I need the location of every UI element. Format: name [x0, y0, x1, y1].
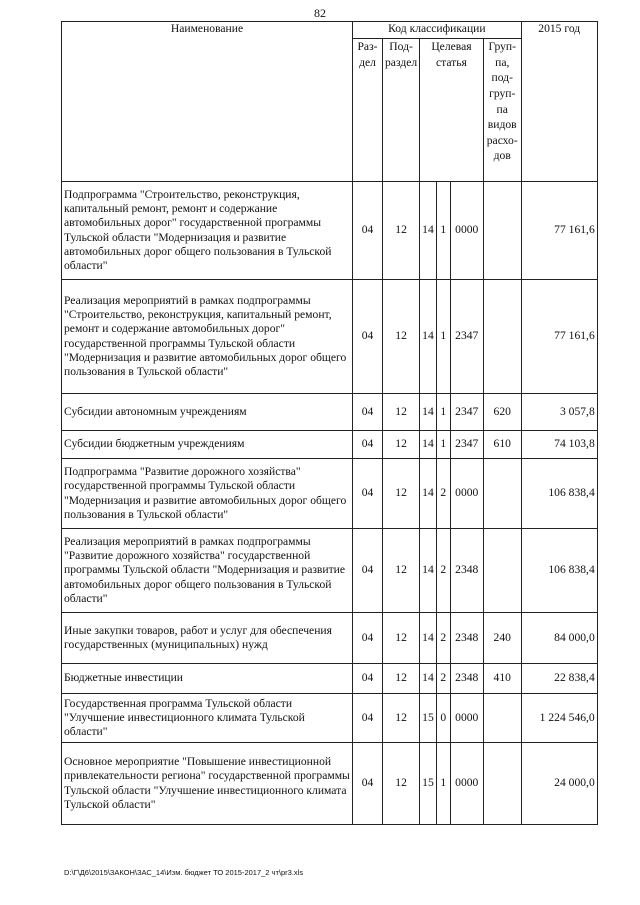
razdel-cell: 04: [353, 664, 383, 694]
expense-type-cell: 620: [483, 394, 521, 431]
target-article-direction-cell: 2348: [450, 613, 483, 664]
razdel-cell: 04: [353, 394, 383, 431]
target-article-subprogram-cell: 1: [436, 394, 450, 431]
table-row: [62, 182, 598, 280]
row-name: Основное мероприятие "Повышение инвестиционной привлекательности региона" государственной программы Тульской области "Улучшение инвестиционного климата Тульской области": [62, 743, 353, 825]
table-row: [62, 280, 598, 394]
header-year: 2015 год: [521, 22, 597, 182]
row-name: Реализация мероприятий в рамках подпрограммы "Развитие дорожного хозяйства" государственной программы Тульской области "Модернизация и развитие автомобильных дорог общего пользования в Тульской области": [62, 529, 353, 613]
podrazdel-cell: 12: [383, 694, 420, 743]
target-article-subprogram-cell: 0: [436, 694, 450, 743]
header-razdel: Раз-дел: [353, 39, 383, 182]
razdel-cell: 04: [353, 743, 383, 825]
target-article-direction-cell: 2347: [450, 431, 483, 459]
target-article-program-cell: 14: [420, 613, 437, 664]
podrazdel-cell: 12: [383, 280, 420, 394]
target-article-direction-cell: 0000: [450, 694, 483, 743]
expense-type-cell: [483, 280, 521, 394]
target-article-program-cell: 14: [420, 529, 437, 613]
target-article-direction-cell: 2347: [450, 280, 483, 394]
razdel-cell: 04: [353, 529, 383, 613]
podrazdel-cell: 12: [383, 394, 420, 431]
header-name: Наименование: [62, 22, 353, 182]
amount-cell: 106 838,4: [521, 529, 597, 613]
podrazdel-cell: 12: [383, 182, 420, 280]
table-row: [62, 613, 598, 664]
row-name: Бюджетные инвестиции: [62, 664, 353, 694]
budget-table: [61, 21, 598, 825]
amount-cell: 74 103,8: [521, 431, 597, 459]
header-expense-type: Груп-па, под-груп-па видов расхо-дов: [483, 39, 521, 182]
table-row: [62, 394, 598, 431]
target-article-subprogram-cell: 2: [436, 664, 450, 694]
amount-cell: 77 161,6: [521, 182, 597, 280]
amount-cell: 3 057,8: [521, 394, 597, 431]
row-name: Подпрограмма "Строительство, реконструкция, капитальный ремонт, ремонт и содержание автомобильных дорог" государственной программы Тульской области "Модернизация и развитие автомобильных дорог общего пользования в Тульской области": [62, 182, 353, 280]
header-classification: Код классификации: [353, 22, 522, 39]
podrazdel-cell: 12: [383, 743, 420, 825]
table-row: [62, 529, 598, 613]
target-article-subprogram-cell: 2: [436, 459, 450, 529]
razdel-cell: 04: [353, 280, 383, 394]
header-target-article: Целевая статья: [420, 39, 484, 182]
target-article-program-cell: 14: [420, 182, 437, 280]
expense-type-cell: 610: [483, 431, 521, 459]
amount-cell: 22 838,4: [521, 664, 597, 694]
target-article-direction-cell: 0000: [450, 182, 483, 280]
row-name: Государственная программа Тульской области "Улучшение инвестиционного климата Тульской области": [62, 694, 353, 743]
razdel-cell: 04: [353, 182, 383, 280]
row-name: Субсидии бюджетным учреждениям: [62, 431, 353, 459]
target-article-program-cell: 15: [420, 743, 437, 825]
expense-type-cell: [483, 694, 521, 743]
row-name: Подпрограмма "Развитие дорожного хозяйства" государственной программы Тульской области "Модернизация и развитие автомобильных дорог общего пользования в Тульской области": [62, 459, 353, 529]
target-article-direction-cell: 2348: [450, 664, 483, 694]
amount-cell: 24 000,0: [521, 743, 597, 825]
table-row: [62, 459, 598, 529]
target-article-program-cell: 14: [420, 280, 437, 394]
target-article-program-cell: 14: [420, 459, 437, 529]
target-article-program-cell: 14: [420, 394, 437, 431]
razdel-cell: 04: [353, 613, 383, 664]
expense-type-cell: 240: [483, 613, 521, 664]
row-name: Реализация мероприятий в рамках подпрограммы "Строительство, реконструкция, капитальный ремонт, ремонт и содержание автомобильных дорог" государственной программы Тульской области "Модернизация и развитие автомобильных дорог общего пользования в Тульской области": [62, 280, 353, 394]
header-podrazdel: Под-раздел: [383, 39, 420, 182]
amount-cell: 1 224 546,0: [521, 694, 597, 743]
target-article-direction-cell: 0000: [450, 743, 483, 825]
table-row: [62, 664, 598, 694]
amount-cell: 106 838,4: [521, 459, 597, 529]
amount-cell: 77 161,6: [521, 280, 597, 394]
razdel-cell: 04: [353, 459, 383, 529]
target-article-program-cell: 14: [420, 431, 437, 459]
expense-type-cell: 410: [483, 664, 521, 694]
target-article-subprogram-cell: 2: [436, 529, 450, 613]
target-article-direction-cell: 0000: [450, 459, 483, 529]
table-row: [62, 694, 598, 743]
table-row: [62, 431, 598, 459]
target-article-program-cell: 15: [420, 694, 437, 743]
amount-cell: 84 000,0: [521, 613, 597, 664]
podrazdel-cell: 12: [383, 613, 420, 664]
target-article-subprogram-cell: 1: [436, 182, 450, 280]
table-row: [62, 743, 598, 825]
podrazdel-cell: 12: [383, 529, 420, 613]
target-article-direction-cell: 2347: [450, 394, 483, 431]
page-number: 82: [314, 6, 326, 20]
target-article-subprogram-cell: 1: [436, 431, 450, 459]
expense-type-cell: [483, 182, 521, 280]
target-article-program-cell: 14: [420, 664, 437, 694]
expense-type-cell: [483, 459, 521, 529]
target-article-subprogram-cell: 1: [436, 280, 450, 394]
row-name: Иные закупки товаров, работ и услуг для обеспечения государственных (муниципальных) нужд: [62, 613, 353, 664]
target-article-subprogram-cell: 1: [436, 743, 450, 825]
podrazdel-cell: 12: [383, 664, 420, 694]
row-name: Субсидии автономным учреждениям: [62, 394, 353, 431]
target-article-direction-cell: 2348: [450, 529, 483, 613]
target-article-subprogram-cell: 2: [436, 613, 450, 664]
razdel-cell: 04: [353, 694, 383, 743]
expense-type-cell: [483, 529, 521, 613]
expense-type-cell: [483, 743, 521, 825]
footer-file-path: D:\Г\Д6\2015\ЗАКОН\ЗАС_14\Изм. бюджет ТО 2015-2017_2 чт\pr3.xls: [64, 868, 304, 877]
podrazdel-cell: 12: [383, 431, 420, 459]
razdel-cell: 04: [353, 431, 383, 459]
podrazdel-cell: 12: [383, 459, 420, 529]
